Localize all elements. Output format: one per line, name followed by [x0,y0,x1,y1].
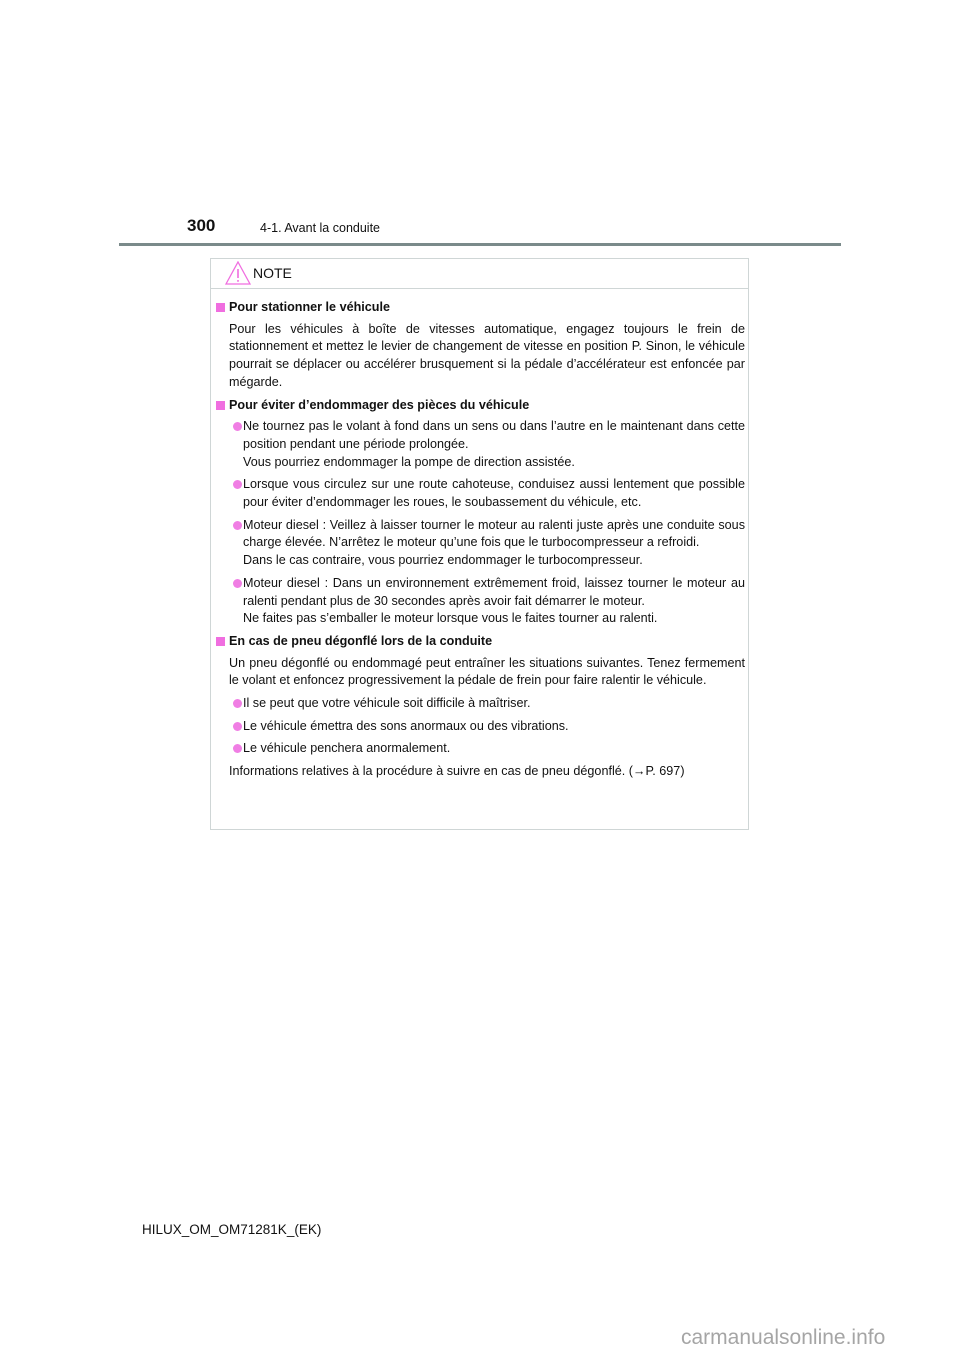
note-heading [211,397,750,415]
note-heading [211,633,750,651]
header-rule [119,243,841,246]
note-box [210,258,749,830]
bullet-item [243,740,745,758]
bullet-dot-icon [233,699,242,708]
warning-triangle-icon [225,261,251,285]
bullet-text-continued: Dans le cas contraire, vous pourriez endommager le turbocompresseur. [243,553,643,568]
note-title: NOTE [253,265,292,281]
bullet-dot-icon [233,422,242,431]
bullet-dot-icon [233,521,242,530]
note-heading [211,299,750,317]
bullet-text: Moteur diesel : Veillez à laisser tourner le moteur au ralenti juste après une conduite sous charge élevée. N’arrêtez le moteur qu’une fois que le turbocompresseur a refroidi. [243,517,745,550]
page-number: 300 [187,216,216,235]
bullet-item [243,418,745,471]
note-body [211,299,750,786]
bullet-item [243,575,745,628]
bullet-dot-icon [233,722,242,731]
square-bullet-icon [216,401,225,410]
watermark: carmanualsonline.info [681,1326,886,1349]
bullet-text-continued: Vous pourriez endommager la pompe de direction assistée. [243,454,575,469]
bullet-dot-icon [233,579,242,588]
bullet-text: Le véhicule penchera anormalement. [243,741,451,756]
bullet-item [243,695,745,713]
bullet-text: Lorsque vous circulez sur une route cahoteuse, conduisez aussi lentement que possible pour éviter d’endommager les roues, le soubassement du véhicule, etc. [243,477,745,510]
bullet-text-continued: Ne faites pas s’emballer le moteur lorsque vous le faites tourner au ralenti. [243,611,658,626]
paragraph-text: Pour les véhicules à boîte de vitesses automatique, engagez toujours le frein de stationnement et mettez le levier de changement de vitesse en position P. Sinon, le véhicule pourrait se déplacer ou accélérer brusquement si la pédale d’accélérateur est enfoncée par mégarde. [229,321,745,389]
section-title: 4-1. Avant la conduite [260,221,380,235]
heading-text: Pour stationner le véhicule [229,300,390,314]
bullet-dot-icon [233,480,242,489]
heading-text: En cas de pneu dégonflé lors de la conduite [229,633,493,648]
document-code: HILUX_OM_OM71281K_(EK) [142,1222,322,1237]
bullet-item [243,517,745,570]
bullet-text: Le véhicule émettra des sons anormaux ou des vibrations. [243,718,569,733]
square-bullet-icon [216,637,225,646]
paragraph [229,655,745,690]
paragraph [229,321,745,392]
bullet-text: Il se peut que votre véhicule soit difficile à maîtriser. [243,696,531,711]
paragraph [229,763,745,781]
paragraph-text: Un pneu dégonflé ou endommagé peut entraîner les situations suivantes. Tenez fermement le volant et enfoncez progressivement la pédale de frein pour faire ralentir le véhicule. [229,655,745,688]
bullet-item [243,476,745,511]
square-bullet-icon [216,303,225,312]
note-header [211,259,748,289]
bullet-text: Moteur diesel : Dans un environnement extrêmement froid, laissez tourner le moteur au ralenti pendant plus de 30 secondes après avoir fait démarrer le moteur. [243,575,745,608]
bullet-dot-icon [233,744,242,753]
bullet-item [243,718,745,736]
heading-text: Pour éviter d’endommager des pièces du véhicule [229,397,530,412]
paragraph-text: Informations relatives à la procédure à suivre en cas de pneu dégonflé. (→P. 697) [229,764,685,779]
bullet-text: Ne tournez pas le volant à fond dans un sens ou dans l’autre en le maintenant dans cette position pendant une période prolongée. [243,419,745,451]
